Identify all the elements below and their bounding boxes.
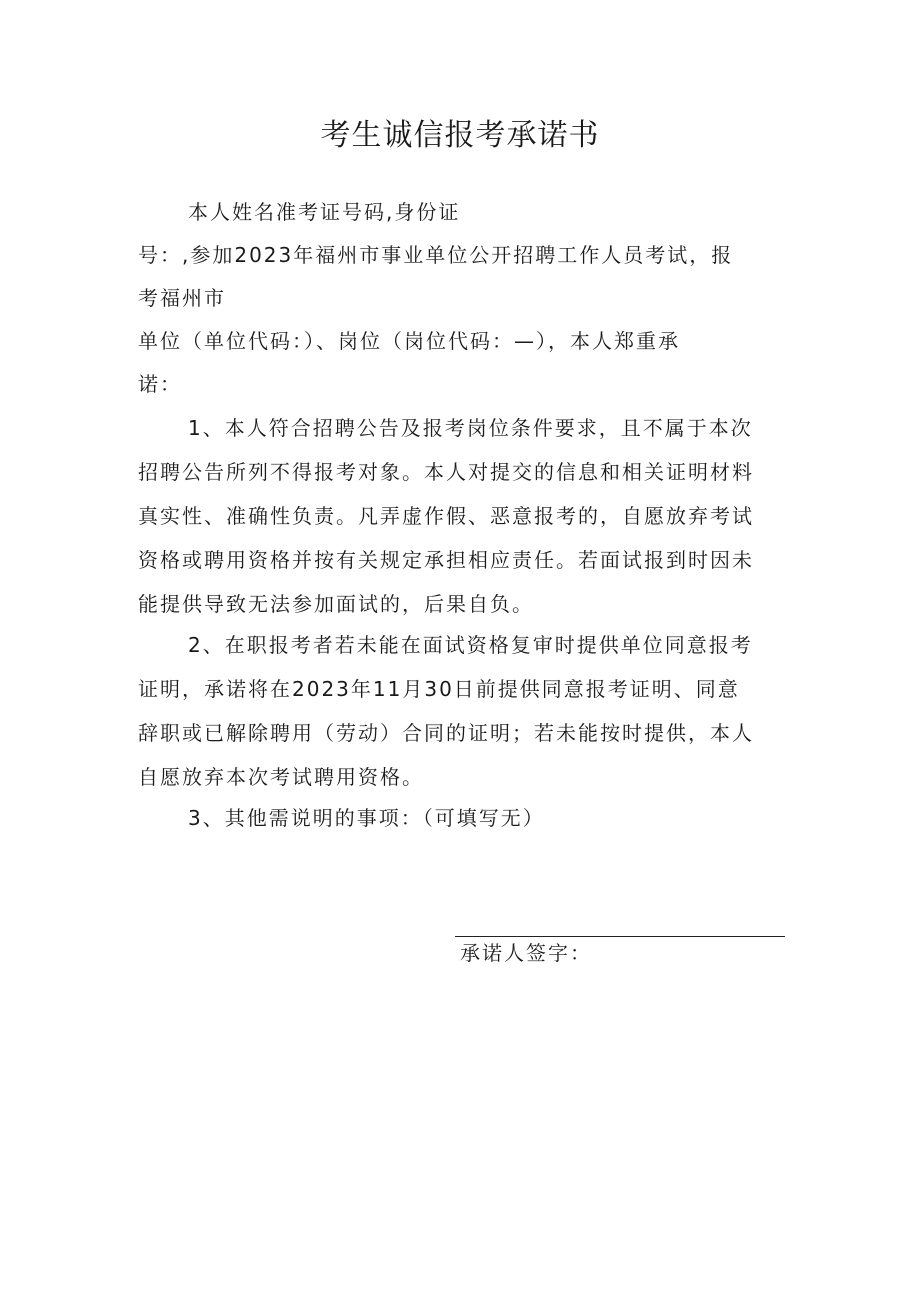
item2-line-1: 2、在职报考者若未能在面试资格复审时提供单位同意报考 <box>188 633 753 657</box>
intro-line-4: 单位（单位代码：）、岗位（岗位代码：—），本人郑重承 <box>138 329 680 353</box>
item1-line-3: 真实性、准确性负责。凡弄虚作假、恶意报考的，自愿放弃考试 <box>138 504 754 528</box>
item3-line: 3、其他需说明的事项：（可填写无） <box>188 806 545 830</box>
item2-line-4: 自愿放弃本次考试聘用资格。 <box>138 765 424 789</box>
intro-line-1: 本人姓名准考证号码,身份证 <box>188 200 461 224</box>
intro-line-2: 号：,参加2023年福州市事业单位公开招聘工作人员考试，报 <box>138 243 734 267</box>
item1-line-4: 资格或聘用资格并按有关规定承担相应责任。若面试报到时因未 <box>138 548 754 572</box>
signature-label: 承诺人签字： <box>460 941 592 965</box>
signature-line <box>455 936 785 937</box>
page-title: 考生诚信报考承诺书 <box>320 118 600 153</box>
item2-line-3: 辞职或已解除聘用（劳动）合同的证明；若未能按时提供，本人 <box>138 721 754 745</box>
item1-line-2: 招聘公告所列不得报考对象。本人对提交的信息和相关证明材料 <box>138 460 754 484</box>
intro-line-3: 考福州市 <box>138 286 226 310</box>
item2-line-2: 证明，承诺将在2023年11月30日前提供同意报考证明、同意 <box>138 677 740 701</box>
intro-line-5: 诺： <box>138 372 182 396</box>
item1-line-5: 能提供导致无法参加面试的，后果自负。 <box>138 592 534 616</box>
item1-line-1: 1、本人符合招聘公告及报考岗位条件要求，且不属于本次 <box>188 416 753 440</box>
